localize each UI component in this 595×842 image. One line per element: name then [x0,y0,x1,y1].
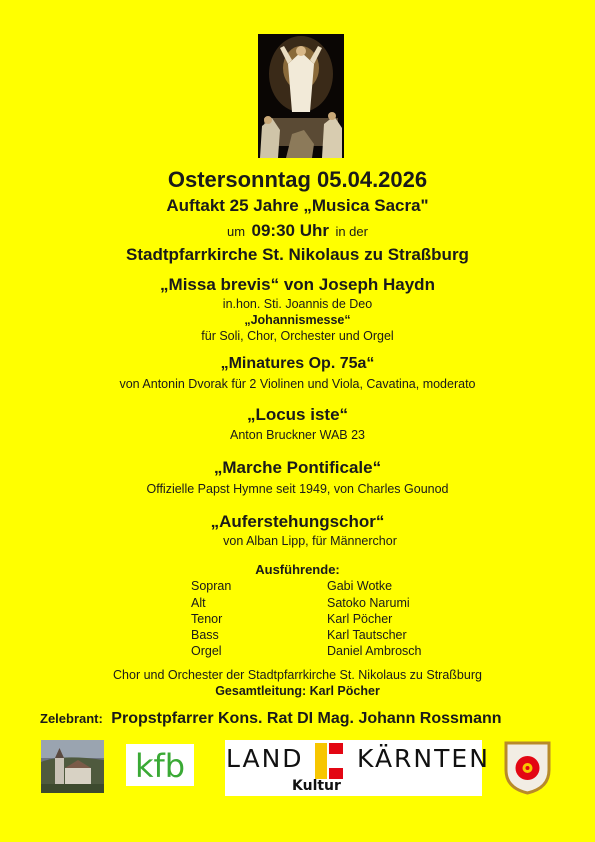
program-item-title: „Marche Pontificale“ [213,458,382,477]
choir-line: Chor und Orchester der Stadtpfarrkirche St. Nikolaus zu Straßburg [113,668,482,682]
performer-role: Sopran [191,579,232,593]
program-item-line: Offizielle Papst Hymne seit 1949, von Charles Gounod [146,482,449,496]
program-item-title: „Minatures Op. 75a“ [220,355,375,372]
kaernten-word: KÄRNTEN [357,744,490,773]
program-item-line: Anton Bruckner WAB 23 [229,428,366,442]
kultur-word: Kultur [292,778,341,794]
program-item-title: „Auferstehungschor“ [210,512,385,531]
performer-name: Daniel Ambrosch [327,644,422,658]
performer-name: Satoko Narumi [327,596,410,610]
time-line [0,221,595,241]
event-title: Ostersonntag 05.04.2026 [167,167,428,192]
kfb-logo [126,744,194,786]
event-subtitle: Auftakt 25 Jahre „Musica Sacra" [166,196,429,215]
performer-role: Alt [191,596,206,610]
celebrant-line [40,710,502,728]
leader-line: Gesamtleitung: Karl Pöcher [215,684,380,698]
celebrant-name: Propstpfarrer Kons. Rat DI Mag. Johann Rossmann [111,710,502,727]
carinthia-flag-icon [315,743,343,779]
land-word: LAND [226,744,304,773]
program-item-line: „Johannismesse“ [244,313,351,327]
time-suffix: in der [335,224,368,239]
performer-name: Gabi Wotke [327,579,393,593]
performer-role: Bass [191,628,219,642]
performer-name: Karl Tautscher [327,628,407,642]
program-item-title: „Locus iste“ [246,405,349,424]
town-photo-logo [41,740,104,793]
kfb-logo-text: kfb [134,747,186,785]
resurrection-image [258,34,344,158]
performer-name: Karl Pöcher [327,612,393,626]
town-crest-logo [503,740,552,795]
program-item-line: in.hon. Sti. Joannis de Deo [222,297,373,311]
program-item-title: „Missa brevis“ von Joseph Haydn [160,275,435,294]
performers-heading: Ausführende: [255,562,340,577]
program-item-line: für Soli, Chor, Orchester und Orgel [201,329,394,343]
venue: Stadtpfarrkirche St. Nikolaus zu Straßburg [126,245,469,264]
celebrant-label: Zelebrant: [40,711,103,726]
program-item-line: von Alban Lipp, für Männerchor [223,534,397,548]
performer-role: Tenor [191,612,223,626]
time-prefix: um [227,224,246,239]
program-item-line: von Antonin Dvorak für 2 Violinen und Viola, Cavatina, moderato [119,377,476,391]
event-time: 09:30 Uhr [251,221,329,240]
performer-role: Orgel [191,644,222,658]
land-kaernten-logo [225,740,490,796]
